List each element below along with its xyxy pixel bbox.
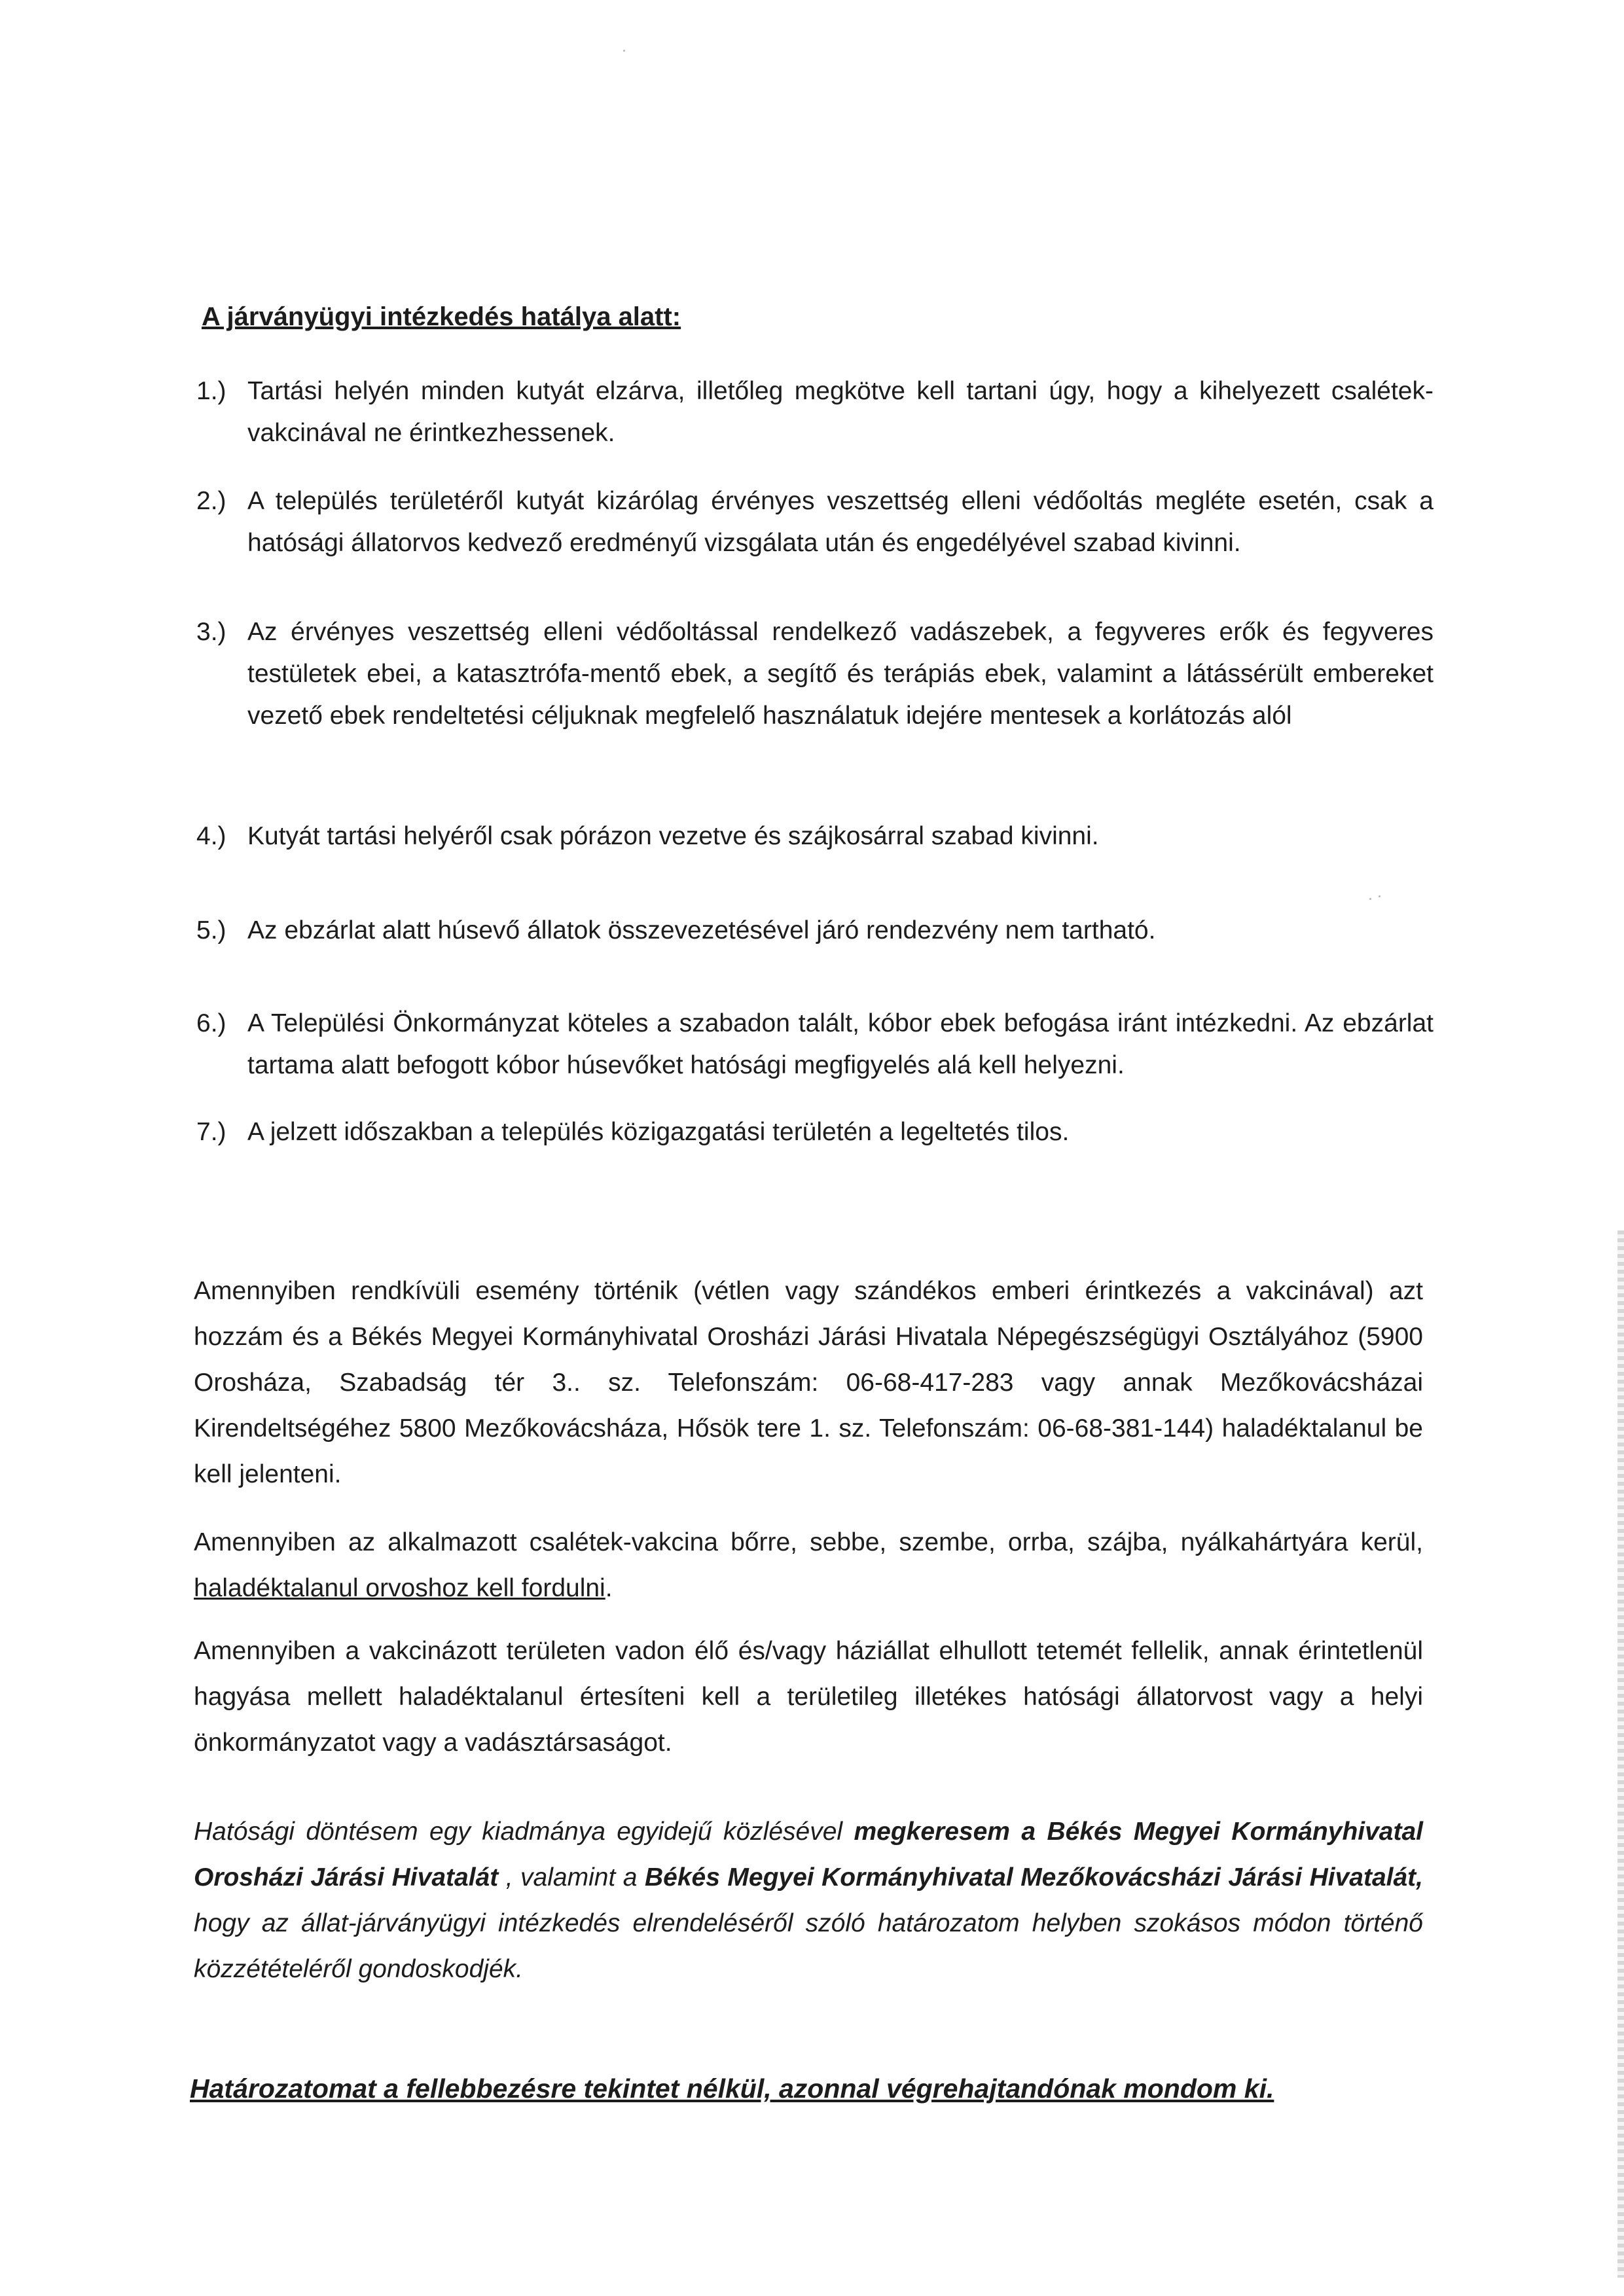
- section-heading: A járványügyi intézkedés hatálya alatt:: [202, 302, 681, 331]
- paragraph-request-t2: , valamint a: [498, 1863, 645, 1892]
- list-item-text: Tartási helyén minden kutyát elzárva, illetőleg megkötve kell tartani úgy, hogy a kihelyezett csalétek-vakcinával ne érintkezhessenek.: [247, 377, 1434, 447]
- list-item-number: 1.): [196, 377, 226, 405]
- list-item-text: A település területéről kutyát kizárólag érvényes veszettség elleni védőoltás megléte esetén, csak a hatósági állatorvos kedvező eredményű vizsgálata után és engedélyével szabad kivinni.: [247, 487, 1434, 557]
- scan-speck: [1379, 895, 1380, 897]
- paragraph-request: [194, 1809, 1423, 1992]
- paragraph-incident-reporting: Amennyiben rendkívüli esemény történik (vétlen vagy szándékos emberi érintkezés a vakcinával) azt hozzám és a Békés Megyei Kormányhivatal Orosházi Járási Hivatala Népegészségügyi Osztályához (5900 Orosháza, Szabadság tér 3.. sz. Telefonszám: 06-68-417-283 vagy annak Mezőkovácsházai Kirendeltségéhez 5800 Mezőkovácsháza, Hősök tere 1. sz. Telefonszám: 06-68-381-144) haladéktalanul be kell jelenteni.: [194, 1277, 1423, 1488]
- list-item-number: 7.): [196, 1118, 226, 1146]
- paragraph-exposure: [194, 1520, 1423, 1611]
- scan-speck: [623, 50, 625, 52]
- paragraph-exposure-text: Amennyiben az alkalmazott csalétek-vakcina bőrre, sebbe, szembe, orrba, szájba, nyálkahártyára kerül,: [194, 1528, 1423, 1556]
- final-decision-statement: Határozatomat a fellebbezésre tekintet nélkül, azonnal végrehajtandónak mondom ki.: [190, 2073, 1274, 2104]
- paragraph-exposure-end: .: [605, 1574, 613, 1602]
- list-item-number: 5.): [196, 916, 226, 944]
- list-item-number: 4.): [196, 822, 226, 850]
- list-item: [196, 480, 1434, 564]
- list-item: [196, 611, 1434, 737]
- paragraph-request-t1: Hatósági döntésem egy kiadmánya egyidejű közlésével: [194, 1818, 854, 1846]
- list-item: [196, 1003, 1434, 1086]
- list-item: [196, 1111, 1434, 1153]
- list-item-number: 6.): [196, 1009, 226, 1037]
- scan-speck: [1369, 898, 1371, 900]
- list-item-text: A Települési Önkormányzat köteles a szabadon talált, kóbor ebek befogása iránt intézkedni. Az ebzárlat tartama alatt befogott kóbor húsevőket hatósági megfigyelés alá kell helyezni.: [247, 1009, 1434, 1079]
- paragraph-request-b1: megkeresem a Békés Megyei Kormányhivatal Orosházi Járási Hivatalát: [194, 1818, 1423, 1892]
- paragraph-exposure-underlined: haladéktalanul orvoshoz kell fordulni: [194, 1574, 605, 1602]
- list-item-number: 3.): [196, 618, 226, 646]
- list-item: [196, 816, 1434, 857]
- paragraph-request-t3: hogy az állat-járványügyi intézkedés elrendeléséről szóló határozatom helyben szokásos módon történő közzétételéről gondoskodjék.: [194, 1909, 1423, 1983]
- list-item-number: 2.): [196, 487, 226, 515]
- list-item-text: Kutyát tartási helyéről csak pórázon vezetve és szájkosárral szabad kivinni.: [247, 822, 1099, 850]
- scan-edge-artifact: [1617, 1230, 1624, 2278]
- list-item-text: Az érvényes veszettség elleni védőoltással rendelkező vadászebek, a fegyveres erők és fegyveres testületek ebei, a katasztrófa-mentő ebek, a segítő és terápiás ebek, valamint a látássérült embereket vezető ebek rendeltetési céljuknak megfelelő használatuk idejére mentesek a korlátozás alól: [247, 618, 1434, 730]
- list-item-text: Az ebzárlat alatt húsevő állatok összevezetésével járó rendezvény nem tartható.: [247, 916, 1156, 944]
- list-item: [196, 910, 1434, 952]
- list-item: [196, 370, 1434, 454]
- paragraph-request-b2: Békés Megyei Kormányhivatal Mezőkovácsházi Járási Hivatalát,: [644, 1863, 1423, 1892]
- paragraph-carcass: Amennyiben a vakcinázott területen vadon élő és/vagy háziállat elhullott tetemét fellelik, annak érintetlenül hagyása mellett haladéktalanul értesíteni kell a területileg illetékes hatósági állatorvost vagy a helyi önkormányzatot vagy a vadásztársaságot.: [194, 1637, 1423, 1757]
- list-item-text: A jelzett időszakban a település közigazgatási területén a legeltetés tilos.: [247, 1118, 1070, 1146]
